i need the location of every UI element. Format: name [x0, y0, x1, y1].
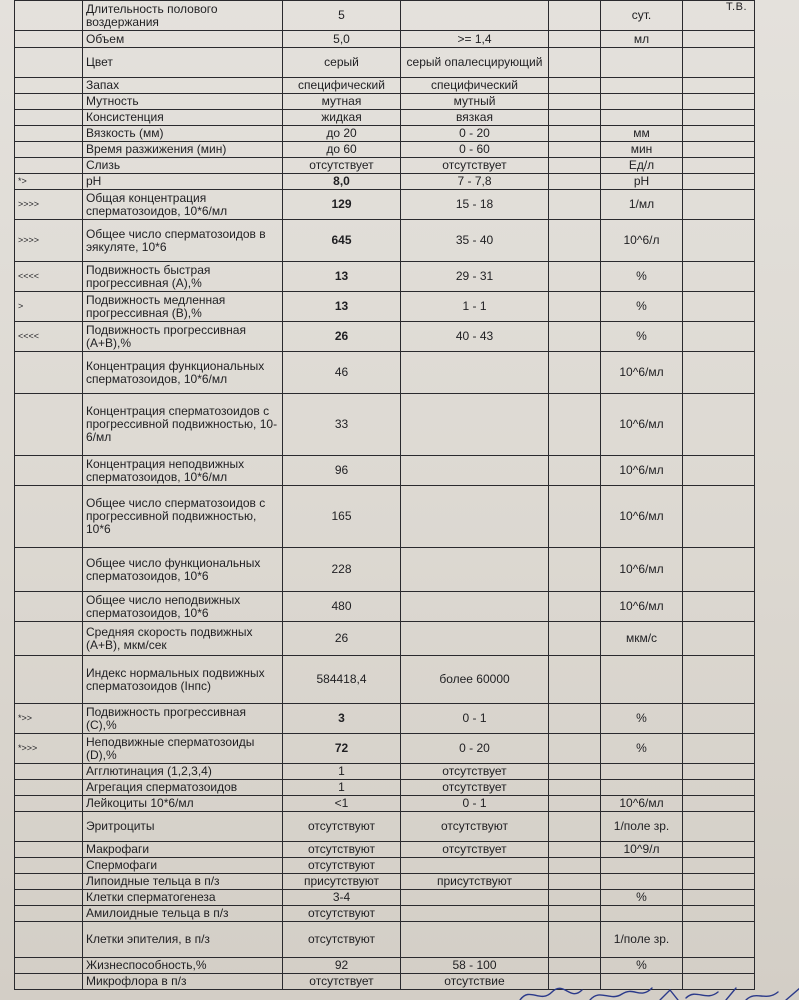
- parameter-name-cell: Жизнеспособность,%: [83, 958, 283, 974]
- blank-cell: [683, 486, 755, 548]
- parameter-name-cell: Время разжижения (мин): [83, 142, 283, 158]
- parameter-name-cell: Клетки сперматогенеза: [83, 890, 283, 906]
- parameter-name-cell: Запах: [83, 78, 283, 94]
- reference-range-cell: [401, 486, 549, 548]
- blank-cell: [549, 126, 601, 142]
- table-row: [15, 352, 755, 394]
- flag-cell: >: [15, 292, 83, 322]
- result-value-cell: до 60: [283, 142, 401, 158]
- parameter-name-cell: Общее число сперматозоидов с прогрессивной подвижностью, 10*6: [83, 486, 283, 548]
- blank-cell: [683, 110, 755, 126]
- blank-cell: [683, 812, 755, 842]
- blank-cell: [549, 622, 601, 656]
- unit-cell: 10^6/мл: [601, 394, 683, 456]
- parameter-name-cell: Индекс нормальных подвижных сперматозоидов (Iнпс): [83, 656, 283, 704]
- parameter-name-cell: Агрегация сперматозоидов: [83, 780, 283, 796]
- table-row: [15, 780, 755, 796]
- unit-cell: [601, 656, 683, 704]
- blank-cell: [549, 190, 601, 220]
- result-value-cell: 33: [283, 394, 401, 456]
- table-row: [15, 704, 755, 734]
- parameter-name-cell: Клетки эпителия, в п/з: [83, 922, 283, 958]
- parameter-name-cell: Консистенция: [83, 110, 283, 126]
- blank-cell: [549, 858, 601, 874]
- blank-cell: [549, 890, 601, 906]
- result-value-cell: 26: [283, 622, 401, 656]
- parameter-name-cell: Подвижность прогрессивная (C),%: [83, 704, 283, 734]
- reference-range-cell: 35 - 40: [401, 220, 549, 262]
- table-row: [15, 796, 755, 812]
- result-value-cell: 72: [283, 734, 401, 764]
- parameter-name-cell: Средняя скорость подвижных (A+B), мкм/сек: [83, 622, 283, 656]
- reference-range-cell: 40 - 43: [401, 322, 549, 352]
- parameter-name-cell: Объем: [83, 31, 283, 48]
- flag-cell: [15, 842, 83, 858]
- parameter-name-cell: Концентрация функциональных сперматозоидов, 10*6/мл: [83, 352, 283, 394]
- table-row: [15, 110, 755, 126]
- blank-cell: [549, 158, 601, 174]
- blank-cell: [683, 1, 755, 31]
- unit-cell: [601, 874, 683, 890]
- parameter-name-cell: pH: [83, 174, 283, 190]
- blank-cell: [549, 78, 601, 94]
- flag-cell: [15, 974, 83, 990]
- blank-cell: [683, 622, 755, 656]
- blank-cell: [549, 780, 601, 796]
- parameter-name-cell: Цвет: [83, 48, 283, 78]
- unit-cell: мл: [601, 31, 683, 48]
- unit-cell: [601, 858, 683, 874]
- reference-range-cell: вязкая: [401, 110, 549, 126]
- result-value-cell: мутная: [283, 94, 401, 110]
- parameter-name-cell: Концентрация сперматозоидов с прогрессивной подвижностью, 10-6/мл: [83, 394, 283, 456]
- parameter-name-cell: Подвижность быстрая прогрессивная (A),%: [83, 262, 283, 292]
- table-row: [15, 322, 755, 352]
- result-value-cell: <1: [283, 796, 401, 812]
- blank-cell: [683, 906, 755, 922]
- table-row: [15, 874, 755, 890]
- result-value-cell: 1: [283, 764, 401, 780]
- flag-cell: [15, 110, 83, 126]
- blank-cell: [549, 456, 601, 486]
- blank-cell: [549, 812, 601, 842]
- results-table: [14, 0, 755, 990]
- unit-cell: сут.: [601, 1, 683, 31]
- flag-cell: [15, 142, 83, 158]
- parameter-name-cell: Общее число неподвижных сперматозоидов, 10*6: [83, 592, 283, 622]
- blank-cell: [549, 322, 601, 352]
- reference-range-cell: мутный: [401, 94, 549, 110]
- table-row: [15, 486, 755, 548]
- blank-cell: [683, 48, 755, 78]
- flag-cell: [15, 126, 83, 142]
- reference-range-cell: [401, 858, 549, 874]
- blank-cell: [549, 486, 601, 548]
- result-value-cell: 645: [283, 220, 401, 262]
- blank-cell: [683, 126, 755, 142]
- unit-cell: 10^6/мл: [601, 548, 683, 592]
- parameter-name-cell: Вязкость (мм): [83, 126, 283, 142]
- parameter-name-cell: Микрофлора в п/з: [83, 974, 283, 990]
- blank-cell: [683, 958, 755, 974]
- table-row: [15, 1, 755, 31]
- blank-cell: [683, 796, 755, 812]
- table-row: [15, 190, 755, 220]
- unit-cell: 10^6/мл: [601, 592, 683, 622]
- blank-cell: [683, 292, 755, 322]
- flag-cell: [15, 394, 83, 456]
- table-row: [15, 394, 755, 456]
- flag-cell: [15, 78, 83, 94]
- unit-cell: мкм/с: [601, 622, 683, 656]
- blank-cell: [549, 656, 601, 704]
- reference-range-cell: 0 - 60: [401, 142, 549, 158]
- unit-cell: [601, 110, 683, 126]
- blank-cell: [549, 704, 601, 734]
- table-row: [15, 890, 755, 906]
- flag-cell: [15, 31, 83, 48]
- result-value-cell: 92: [283, 958, 401, 974]
- reference-range-cell: [401, 592, 549, 622]
- blank-cell: [683, 704, 755, 734]
- table-row: [15, 764, 755, 780]
- blank-cell: [683, 874, 755, 890]
- reference-range-cell: [401, 890, 549, 906]
- flag-cell: [15, 1, 83, 31]
- blank-cell: [549, 31, 601, 48]
- result-value-cell: 129: [283, 190, 401, 220]
- blank-cell: [549, 48, 601, 78]
- blank-cell: [549, 922, 601, 958]
- reference-range-cell: специфический: [401, 78, 549, 94]
- blank-cell: [549, 906, 601, 922]
- parameter-name-cell: Общее число сперматозоидов в эякуляте, 10*6: [83, 220, 283, 262]
- blank-cell: [549, 548, 601, 592]
- blank-cell: [683, 394, 755, 456]
- parameter-name-cell: Липоидные тельца в п/з: [83, 874, 283, 890]
- flag-cell: [15, 922, 83, 958]
- blank-cell: [683, 764, 755, 780]
- flag-cell: [15, 906, 83, 922]
- reference-range-cell: отсутствие: [401, 974, 549, 990]
- blank-cell: [549, 262, 601, 292]
- result-value-cell: отсутствует: [283, 158, 401, 174]
- unit-cell: [601, 764, 683, 780]
- reference-range-cell: [401, 548, 549, 592]
- reference-range-cell: 29 - 31: [401, 262, 549, 292]
- parameter-name-cell: Неподвижные сперматозоиды (D),%: [83, 734, 283, 764]
- result-value-cell: отсутствуют: [283, 858, 401, 874]
- blank-cell: [549, 592, 601, 622]
- reference-range-cell: [401, 622, 549, 656]
- blank-cell: [683, 890, 755, 906]
- result-value-cell: отсутствуют: [283, 812, 401, 842]
- parameter-name-cell: Слизь: [83, 158, 283, 174]
- unit-cell: 1/поле зр.: [601, 812, 683, 842]
- blank-cell: [683, 456, 755, 486]
- reference-range-cell: >= 1,4: [401, 31, 549, 48]
- unit-cell: %: [601, 292, 683, 322]
- table-row: [15, 656, 755, 704]
- reference-range-cell: [401, 456, 549, 486]
- reference-range-cell: [401, 352, 549, 394]
- flag-cell: [15, 874, 83, 890]
- blank-cell: [683, 322, 755, 352]
- parameter-name-cell: Длительность полового воздержания: [83, 1, 283, 31]
- table-row: [15, 622, 755, 656]
- flag-cell: [15, 486, 83, 548]
- reference-range-cell: присутствуют: [401, 874, 549, 890]
- blank-cell: [683, 592, 755, 622]
- unit-cell: %: [601, 890, 683, 906]
- flag-cell: *>>: [15, 704, 83, 734]
- blank-cell: [683, 31, 755, 48]
- result-value-cell: 5,0: [283, 31, 401, 48]
- flag-cell: [15, 456, 83, 486]
- blank-cell: [549, 142, 601, 158]
- reference-range-cell: 7 - 7,8: [401, 174, 549, 190]
- flag-cell: [15, 158, 83, 174]
- unit-cell: %: [601, 262, 683, 292]
- results-table-body: [15, 1, 755, 990]
- parameter-name-cell: Общая концентрация сперматозоидов, 10*6/мл: [83, 190, 283, 220]
- unit-cell: мм: [601, 126, 683, 142]
- parameter-name-cell: Эритроциты: [83, 812, 283, 842]
- result-value-cell: 480: [283, 592, 401, 622]
- blank-cell: [683, 262, 755, 292]
- unit-cell: 10^6/мл: [601, 796, 683, 812]
- flag-cell: [15, 48, 83, 78]
- result-value-cell: присутствуют: [283, 874, 401, 890]
- parameter-name-cell: Амилоидные тельца в п/з: [83, 906, 283, 922]
- reference-range-cell: [401, 906, 549, 922]
- blank-cell: [549, 842, 601, 858]
- blank-cell: [549, 764, 601, 780]
- blank-cell: [549, 94, 601, 110]
- flag-cell: [15, 94, 83, 110]
- reference-range-cell: отсутствуют: [401, 812, 549, 842]
- blank-cell: [549, 734, 601, 764]
- reference-range-cell: 58 - 100: [401, 958, 549, 974]
- table-row: [15, 592, 755, 622]
- unit-cell: %: [601, 958, 683, 974]
- unit-cell: 10^6/мл: [601, 486, 683, 548]
- blank-cell: [549, 394, 601, 456]
- blank-cell: [549, 796, 601, 812]
- reference-range-cell: серый опалесцирующий: [401, 48, 549, 78]
- parameter-name-cell: Спермофаги: [83, 858, 283, 874]
- table-row: [15, 842, 755, 858]
- unit-cell: мин: [601, 142, 683, 158]
- reference-range-cell: 1 - 1: [401, 292, 549, 322]
- result-value-cell: до 20: [283, 126, 401, 142]
- unit-cell: 1/поле зр.: [601, 922, 683, 958]
- parameter-name-cell: Макрофаги: [83, 842, 283, 858]
- blank-cell: [549, 1, 601, 31]
- result-value-cell: 26: [283, 322, 401, 352]
- flag-cell: [15, 764, 83, 780]
- blank-cell: [683, 94, 755, 110]
- unit-cell: [601, 780, 683, 796]
- blank-cell: [683, 352, 755, 394]
- unit-cell: pH: [601, 174, 683, 190]
- table-row: [15, 292, 755, 322]
- table-row: [15, 31, 755, 48]
- reference-range-cell: отсутствует: [401, 158, 549, 174]
- table-row: [15, 126, 755, 142]
- table-row: [15, 734, 755, 764]
- result-value-cell: 96: [283, 456, 401, 486]
- blank-cell: [549, 958, 601, 974]
- flag-cell: [15, 592, 83, 622]
- blank-cell: [549, 110, 601, 126]
- reference-range-cell: 0 - 1: [401, 796, 549, 812]
- unit-cell: 10^6/л: [601, 220, 683, 262]
- parameter-name-cell: Подвижность прогрессивная (A+B),%: [83, 322, 283, 352]
- table-row: [15, 174, 755, 190]
- blank-cell: [549, 220, 601, 262]
- table-row: [15, 958, 755, 974]
- blank-cell: [683, 922, 755, 958]
- reference-range-cell: отсутствует: [401, 842, 549, 858]
- flag-cell: [15, 858, 83, 874]
- parameter-name-cell: Общее число функциональных сперматозоидов, 10*6: [83, 548, 283, 592]
- result-value-cell: отсутствуют: [283, 906, 401, 922]
- flag-cell: <<<<: [15, 322, 83, 352]
- blank-cell: [683, 142, 755, 158]
- blank-cell: [683, 220, 755, 262]
- flag-cell: >>>>: [15, 220, 83, 262]
- unit-cell: %: [601, 704, 683, 734]
- result-value-cell: 5: [283, 1, 401, 31]
- unit-cell: [601, 48, 683, 78]
- blank-cell: [683, 190, 755, 220]
- reference-range-cell: [401, 394, 549, 456]
- blank-cell: [549, 292, 601, 322]
- table-row: [15, 48, 755, 78]
- result-value-cell: 228: [283, 548, 401, 592]
- result-value-cell: 46: [283, 352, 401, 394]
- result-value-cell: 13: [283, 262, 401, 292]
- flag-cell: [15, 812, 83, 842]
- parameter-name-cell: Мутность: [83, 94, 283, 110]
- flag-cell: [15, 796, 83, 812]
- flag-cell: [15, 622, 83, 656]
- reference-range-cell: [401, 922, 549, 958]
- reference-range-cell: более 60000: [401, 656, 549, 704]
- blank-cell: [683, 734, 755, 764]
- blank-cell: [683, 174, 755, 190]
- blank-cell: [683, 780, 755, 796]
- table-row: [15, 456, 755, 486]
- result-value-cell: отсутствует: [283, 974, 401, 990]
- result-value-cell: 13: [283, 292, 401, 322]
- table-row: [15, 94, 755, 110]
- blank-cell: [683, 78, 755, 94]
- result-value-cell: 3-4: [283, 890, 401, 906]
- flag-cell: >>>>: [15, 190, 83, 220]
- flag-cell: [15, 890, 83, 906]
- reference-range-cell: [401, 1, 549, 31]
- table-row: [15, 220, 755, 262]
- result-value-cell: отсутствуют: [283, 842, 401, 858]
- table-row: [15, 78, 755, 94]
- unit-cell: 1/мл: [601, 190, 683, 220]
- flag-cell: [15, 656, 83, 704]
- reference-range-cell: отсутствует: [401, 780, 549, 796]
- result-value-cell: серый: [283, 48, 401, 78]
- table-row: [15, 906, 755, 922]
- table-row: [15, 548, 755, 592]
- unit-cell: [601, 906, 683, 922]
- result-value-cell: 1: [283, 780, 401, 796]
- flag-cell: <<<<: [15, 262, 83, 292]
- unit-cell: 10^6/мл: [601, 456, 683, 486]
- blank-cell: [683, 656, 755, 704]
- table-row: [15, 812, 755, 842]
- result-value-cell: специфический: [283, 78, 401, 94]
- blank-cell: [683, 842, 755, 858]
- blank-cell: [683, 858, 755, 874]
- reference-range-cell: отсутствует: [401, 764, 549, 780]
- result-value-cell: 165: [283, 486, 401, 548]
- table-row: [15, 858, 755, 874]
- parameter-name-cell: Концентрация неподвижных сперматозоидов, 10*6/мл: [83, 456, 283, 486]
- blank-cell: [549, 174, 601, 190]
- result-value-cell: 8,0: [283, 174, 401, 190]
- reference-range-cell: 0 - 1: [401, 704, 549, 734]
- handwritten-signature: [510, 982, 799, 1000]
- parameter-name-cell: Лейкоциты 10*6/мл: [83, 796, 283, 812]
- table-row: [15, 922, 755, 958]
- unit-cell: 10^9/л: [601, 842, 683, 858]
- unit-cell: [601, 94, 683, 110]
- flag-cell: [15, 548, 83, 592]
- flag-cell: *>>>: [15, 734, 83, 764]
- table-row: [15, 262, 755, 292]
- parameter-name-cell: Агглютинация (1,2,3,4): [83, 764, 283, 780]
- flag-cell: [15, 958, 83, 974]
- flag-cell: *>: [15, 174, 83, 190]
- blank-cell: [683, 158, 755, 174]
- blank-cell: [549, 352, 601, 394]
- flag-cell: [15, 780, 83, 796]
- result-value-cell: 584418,4: [283, 656, 401, 704]
- unit-cell: %: [601, 322, 683, 352]
- unit-cell: Ед/л: [601, 158, 683, 174]
- table-row: [15, 158, 755, 174]
- reference-range-cell: 0 - 20: [401, 734, 549, 764]
- blank-cell: [683, 548, 755, 592]
- blank-cell: [549, 874, 601, 890]
- reference-range-cell: 0 - 20: [401, 126, 549, 142]
- result-value-cell: 3: [283, 704, 401, 734]
- parameter-name-cell: Подвижность медленная прогрессивная (B),%: [83, 292, 283, 322]
- unit-cell: 10^6/мл: [601, 352, 683, 394]
- reference-range-cell: 15 - 18: [401, 190, 549, 220]
- unit-cell: %: [601, 734, 683, 764]
- corner-initials: Т.В.: [726, 1, 747, 13]
- unit-cell: [601, 78, 683, 94]
- result-value-cell: отсутствуют: [283, 922, 401, 958]
- flag-cell: [15, 352, 83, 394]
- table-row: [15, 142, 755, 158]
- result-value-cell: жидкая: [283, 110, 401, 126]
